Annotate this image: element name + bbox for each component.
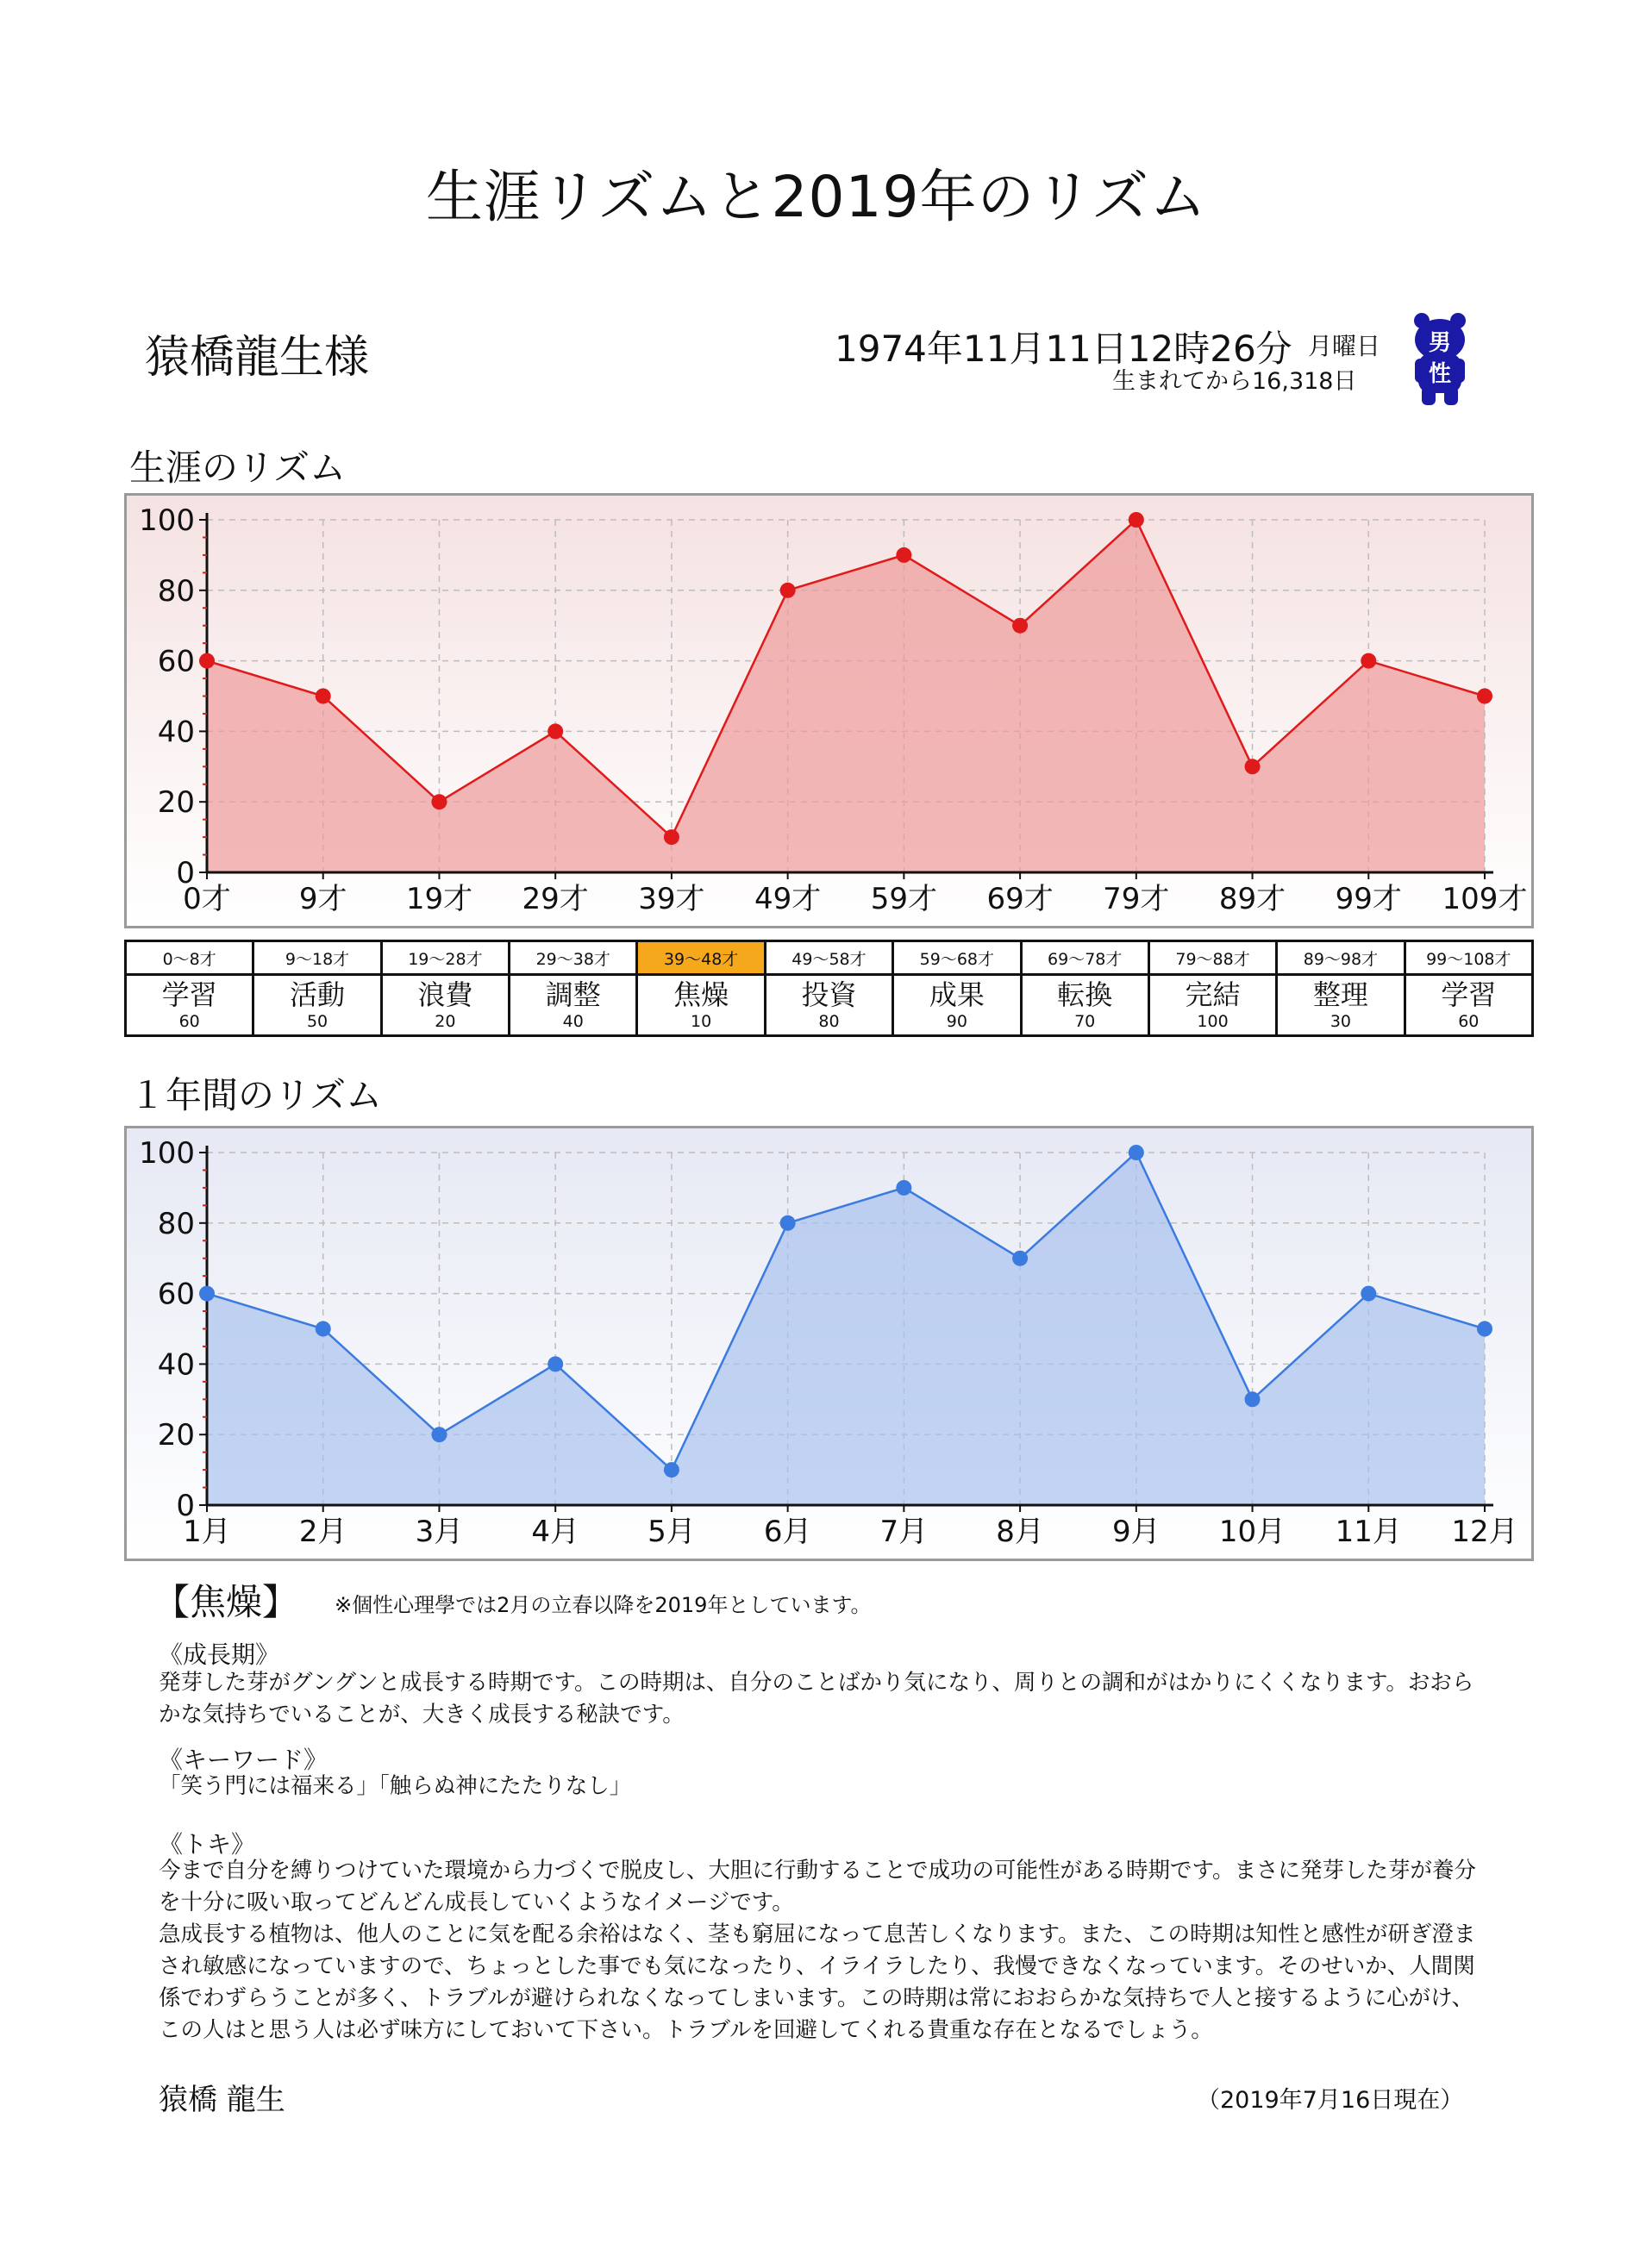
- period-phase-0: 学習: [161, 978, 217, 1011]
- period-phase-4: 焦燥: [673, 978, 729, 1011]
- lifetime-chart-point-7: [1012, 618, 1028, 634]
- year-chart-xtick-label-4: 5月: [648, 1515, 696, 1549]
- year-chart-xtick-label-9: 10月: [1218, 1515, 1286, 1549]
- period-score-9: 30: [1330, 1012, 1351, 1031]
- period-range-0: 0〜8才: [126, 941, 253, 975]
- growth-text: 発芽した芽がグングンと成長する時期です。この時期は、自分のことばかり気になり、周りとの調和がはかりにくくなります。おおらかな気持ちでいることが、大きく成長する秘訣です。: [159, 1670, 1474, 1728]
- lifetime-chart-point-3: [547, 723, 563, 739]
- year-chart-point-2: [431, 1427, 447, 1442]
- lifetime-chart-xtick-label-5: 49才: [754, 882, 822, 916]
- lifetime-chart-xtick-label-11: 109才: [1442, 882, 1528, 916]
- gender-badge-line2: 性: [1428, 361, 1452, 387]
- year-chart-xtick-label-0: 1月: [183, 1515, 231, 1549]
- period-score-10: 60: [1458, 1012, 1480, 1031]
- lifetime-chart-xtick-label-6: 59才: [870, 882, 937, 916]
- lifetime-chart-ytick-label-4: 80: [157, 573, 195, 609]
- year-chart-point-6: [896, 1180, 911, 1196]
- lifetime-chart-point-1: [316, 689, 331, 704]
- period-info-0: [126, 975, 253, 1036]
- period-range-1: 9〜18才: [253, 941, 381, 975]
- period-range-9: 89〜98才: [1277, 941, 1405, 975]
- signature-name: 猿橋 龍生: [159, 2083, 285, 2117]
- year-chart-svg: [127, 1128, 1531, 1559]
- birth-weekday: 月曜日: [1308, 332, 1381, 360]
- year-chart-point-0: [199, 1286, 215, 1302]
- period-info-5: [765, 975, 892, 1036]
- period-info-3: [510, 975, 637, 1036]
- lifetime-chart-xtick-label-0: 0才: [183, 882, 231, 916]
- year-chart-point-7: [1012, 1251, 1028, 1266]
- year-chart-ytick-label-3: 60: [157, 1277, 195, 1312]
- year-chart-point-4: [664, 1462, 679, 1478]
- period-phase-5: 投資: [801, 978, 857, 1011]
- lifetime-chart-point-4: [664, 829, 679, 845]
- lifetime-chart-xtick-label-7: 69才: [986, 882, 1054, 916]
- period-info-4: [637, 975, 765, 1036]
- as-of-date: （2019年7月16日現在）: [1197, 2087, 1464, 2114]
- period-phase-2: 浪費: [417, 978, 473, 1011]
- period-range-7: 69〜78才: [1021, 941, 1148, 975]
- period-range-10: 99〜108才: [1405, 941, 1532, 975]
- period-info-6: [893, 975, 1021, 1036]
- period-phase-8: 完結: [1185, 978, 1241, 1011]
- period-score-1: 50: [306, 1012, 328, 1031]
- period-range-6: 59〜68才: [893, 941, 1021, 975]
- period-score-0: 60: [178, 1012, 200, 1031]
- year-chart-ytick-label-2: 40: [157, 1347, 195, 1383]
- lifetime-chart-point-2: [431, 794, 447, 809]
- period-score-6: 90: [946, 1012, 967, 1031]
- lifetime-chart-point-0: [199, 653, 215, 669]
- lifetime-chart-xtick-label-8: 79才: [1103, 882, 1170, 916]
- birth-datetime: 1974年11月11日12時26分: [835, 328, 1292, 370]
- year-chart-ytick-label-4: 80: [157, 1206, 195, 1241]
- lifetime-chart-xtick-label-4: 39才: [638, 882, 705, 916]
- period-range-4: 39〜48才: [637, 941, 765, 975]
- period-info-7: [1021, 975, 1148, 1036]
- growth-heading: 《成長期》: [159, 1640, 280, 1669]
- toki-text: [159, 1855, 1486, 2046]
- toki-paragraph-1: 今まで自分を縛りつけていた環境から力づくで脱皮し、大胆に行動することで成功の可能性がある時期です。まさに発芽した芽が養分を十分に吸い取ってどんどん成長していくようなイメージです。: [159, 1858, 1476, 1915]
- lifetime-chart-point-8: [1129, 512, 1144, 528]
- days-since-birth: 生まれてから16,318日: [1112, 368, 1357, 395]
- year-chart-xtick-label-5: 6月: [763, 1515, 812, 1549]
- year-chart-point-11: [1477, 1321, 1492, 1337]
- lifetime-chart-ytick-label-5: 100: [139, 503, 195, 538]
- period-score-8: 100: [1197, 1012, 1229, 1031]
- lifetime-rhythm-title: 生涯のリズム: [129, 447, 347, 489]
- lifetime-chart-xtick-label-2: 19才: [405, 882, 473, 916]
- period-info-8: [1148, 975, 1276, 1036]
- period-phase-3: 調整: [545, 978, 601, 1011]
- year-chart-xtick-label-3: 4月: [531, 1515, 580, 1549]
- period-info-9: [1277, 975, 1405, 1036]
- year-chart-xtick-label-11: 12月: [1451, 1515, 1518, 1549]
- period-phase-9: 整理: [1312, 978, 1368, 1011]
- lifetime-period-table: [124, 940, 1534, 1037]
- period-score-4: 10: [691, 1012, 712, 1031]
- period-phase-7: 転換: [1057, 978, 1113, 1011]
- lifetime-chart-svg: [127, 496, 1531, 926]
- toki-heading: 《トキ》: [159, 1830, 256, 1859]
- year-rhythm-title: １年間のリズム: [129, 1074, 383, 1116]
- lifetime-chart-xtick-label-3: 29才: [522, 882, 589, 916]
- keyword-text: 「笑う門には福来る」「触らぬ神にたたりなし」: [159, 1773, 632, 1799]
- lifetime-chart-xtick-label-10: 99才: [1335, 882, 1402, 916]
- year-chart-xtick-label-10: 11月: [1335, 1515, 1402, 1549]
- year-chart-point-9: [1245, 1391, 1261, 1407]
- period-info-1: [253, 975, 381, 1036]
- period-range-8: 79〜88才: [1148, 941, 1276, 975]
- year-chart-xtick-label-8: 9月: [1111, 1515, 1161, 1549]
- period-range-row: [126, 941, 1533, 975]
- year-chart-xtick-label-1: 2月: [298, 1515, 347, 1549]
- period-score-5: 80: [818, 1012, 840, 1031]
- year-chart-ytick-label-1: 20: [157, 1418, 195, 1453]
- lifetime-chart-ytick-label-3: 60: [157, 644, 195, 679]
- year-chart-point-10: [1361, 1286, 1376, 1302]
- lifetime-chart-ytick-label-1: 20: [157, 785, 195, 821]
- lifetime-chart-ytick-label-2: 40: [157, 715, 195, 750]
- period-info-10: [1405, 975, 1532, 1036]
- lifetime-chart-xtick-label-9: 89才: [1218, 882, 1286, 916]
- year-chart-xtick-label-6: 7月: [879, 1515, 929, 1549]
- year-chart-point-5: [780, 1215, 796, 1231]
- gender-badge-line1: 男: [1428, 330, 1452, 356]
- period-score-7: 70: [1074, 1012, 1096, 1031]
- year-start-note: ※個性心理學では2月の立春以降を2019年としています。: [335, 1593, 872, 1617]
- year-chart-ytick-label-5: 100: [139, 1136, 195, 1171]
- period-score-2: 20: [435, 1012, 456, 1031]
- lifetime-chart-point-10: [1361, 653, 1376, 669]
- year-chart-point-1: [316, 1321, 331, 1337]
- lifetime-chart-point-5: [780, 583, 796, 598]
- lifetime-chart-point-9: [1245, 759, 1261, 774]
- year-chart-point-3: [547, 1356, 563, 1371]
- lifetime-chart-ytick-label-0: 0: [176, 856, 195, 890]
- year-chart-xtick-label-7: 8月: [996, 1515, 1044, 1549]
- lifetime-rhythm-chart: [124, 493, 1534, 928]
- toki-paragraph-2: 急成長する植物は、他人のことに気を配る余裕はなく、茎も窮屈になって息苦しくなります。また、この時期は知性と感性が研ぎ澄まされ敏感になっていますので、ちょっとした事でも気になったり、イライラしたり、我慢できなくなっています。そのせいか、人間関係でわずらうことが多く、トラブルが避けられなくなってしまいます。この時期は常におおらかな気持ちで人と接するように心がけ、この人はと思う人は必ず味方にしておいて下さい。トラブルを回避してくれる貴重な存在となるでしょう。: [159, 1921, 1476, 2043]
- keyword-heading: 《キーワード》: [159, 1746, 328, 1774]
- year-rhythm-chart: [124, 1126, 1534, 1561]
- year-chart-xtick-label-2: 3月: [415, 1515, 464, 1549]
- period-phase-6: 成果: [929, 978, 985, 1011]
- lifetime-chart-point-6: [896, 547, 911, 563]
- year-chart-point-8: [1129, 1145, 1144, 1160]
- period-range-2: 19〜28才: [381, 941, 509, 975]
- lifetime-chart-point-11: [1477, 689, 1492, 704]
- period-phase-1: 活動: [290, 978, 346, 1011]
- period-score-3: 40: [562, 1012, 584, 1031]
- period-info-row: [126, 975, 1533, 1036]
- period-info-2: [381, 975, 509, 1036]
- gender-badge-icon: [1410, 312, 1470, 407]
- current-phase-label: 【焦燥】: [153, 1581, 299, 1623]
- period-phase-10: 学習: [1441, 978, 1497, 1011]
- year-chart-ytick-label-0: 0: [176, 1489, 195, 1523]
- lifetime-chart-xtick-label-1: 9才: [298, 882, 347, 916]
- period-range-3: 29〜38才: [510, 941, 637, 975]
- page-title: 生涯リズムと2019年のリズム: [425, 164, 1208, 230]
- person-name: 猿橋龍生様: [145, 332, 370, 384]
- period-range-5: 49〜58才: [765, 941, 892, 975]
